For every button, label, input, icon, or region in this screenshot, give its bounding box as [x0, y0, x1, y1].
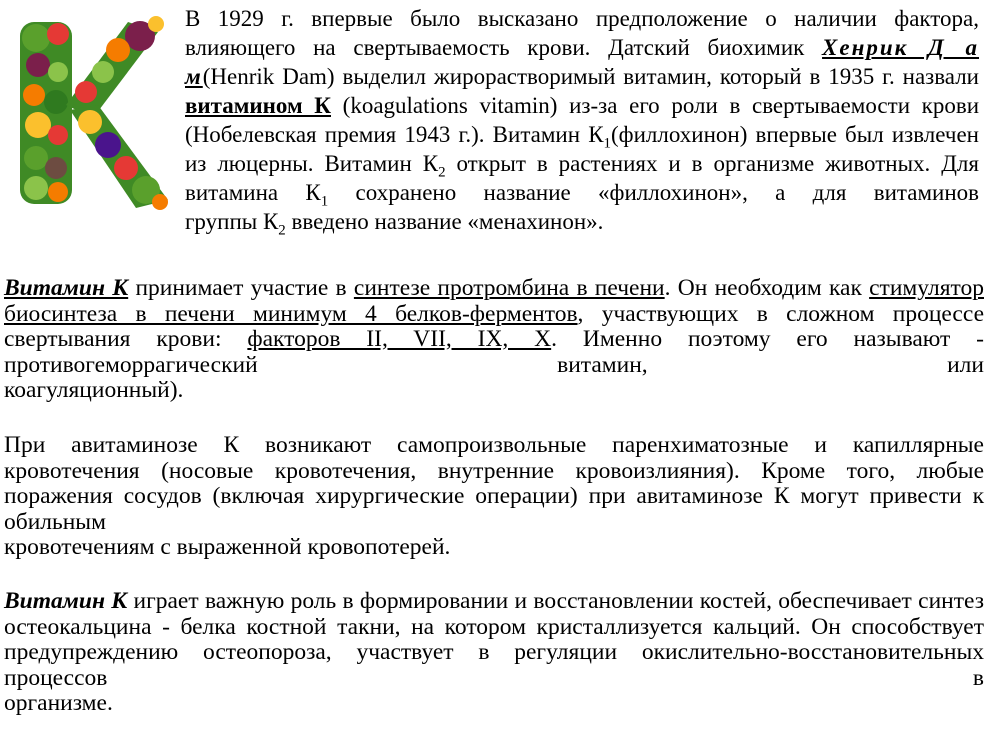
letter-stem — [20, 22, 72, 204]
subscript: 2 — [278, 222, 286, 239]
subscript: 1 — [320, 193, 329, 210]
paragraph-text: , участвующих в сложном процессе свертывания крови: — [4, 300, 984, 352]
intro-text: (Henrik Dam) выделил жирорастворимый витамин, который в 1935 г. назвали — [202, 64, 979, 89]
intro-text: (koagulations vitamin) из-за его роли в свертываемости крови (Нобелевская премия 1943 г.). Витамин К — [185, 93, 980, 147]
intro-paragraph — [185, 4, 980, 239]
paragraph-text: . Он необходим как — [664, 275, 870, 301]
intro-text: (филлохинон) впервые был извлечен из люцерны. Витамин К — [185, 122, 979, 176]
intro-text: открыт в растениях и в организме животных. Для витамина К — [185, 151, 979, 205]
bones-paragraph — [4, 589, 984, 717]
vitamin-k-term: витамином К — [185, 93, 331, 118]
paragraph-text: . Именно поэтому его называют - противогеморрагический витамин, или — [4, 326, 984, 378]
avitaminosis-paragraph — [4, 433, 984, 561]
intro-text: В 1929 г. впервые было высказано предположение о наличии фактора, влияющего на свертываемость крови. Датский биохимик — [185, 6, 979, 60]
paragraph-text: При авитаминозе К возникают самопроизвольные паренхиматозные и капиллярные кровотечения (носовые кровотечения, внутренние кровоизлияния). Кроме того, любые поражения сосудов (включая хирургические операции) при авитаминозе К могут привести к обильным — [4, 432, 984, 535]
intro-text: введено название «менахинон». — [285, 209, 604, 234]
letter-upper-arm — [66, 16, 164, 118]
function-paragraph — [4, 276, 984, 404]
paragraph-text: принимает участие в — [128, 275, 354, 301]
letter-lower-arm — [70, 105, 168, 210]
vitamin-k-heading: Витамин К — [4, 275, 129, 301]
intro-text: группы К — [185, 209, 279, 234]
underlined-term: стимулятор биосинтеза в печени минимум 4 белков-ферментов — [4, 275, 984, 327]
intro-last-line — [185, 207, 979, 239]
paragraph-last-line: организме. — [4, 690, 113, 716]
vitamin-k-letter-image — [8, 10, 173, 215]
paragraph-text: играет важную роль в формировании и восстановлении костей, обеспечивает синтез остеокальцина - белка костной такни, на котором кристаллизуется кальций. Он способствует предупреждению остеопороза, участвует в регуляции окислительно-восстановительных процессов в — [4, 588, 984, 691]
subscript: 1 — [603, 135, 612, 152]
paragraph-last-line: коагуляционный). — [4, 377, 184, 403]
underlined-term: факторов II, VII, IX, X — [247, 326, 552, 352]
subscript: 2 — [438, 164, 446, 181]
paragraph-last-line: кровотечениям с выраженной кровопотерей. — [4, 534, 451, 560]
underlined-term: синтезе протромбина в печени — [353, 275, 665, 301]
vitamin-k-heading: Витамин К — [4, 588, 128, 614]
intro-text: сохранено название «филлохинон», а для витаминов — [328, 180, 980, 205]
henrik-dam-name: Хенрик Д а м — [185, 35, 980, 89]
